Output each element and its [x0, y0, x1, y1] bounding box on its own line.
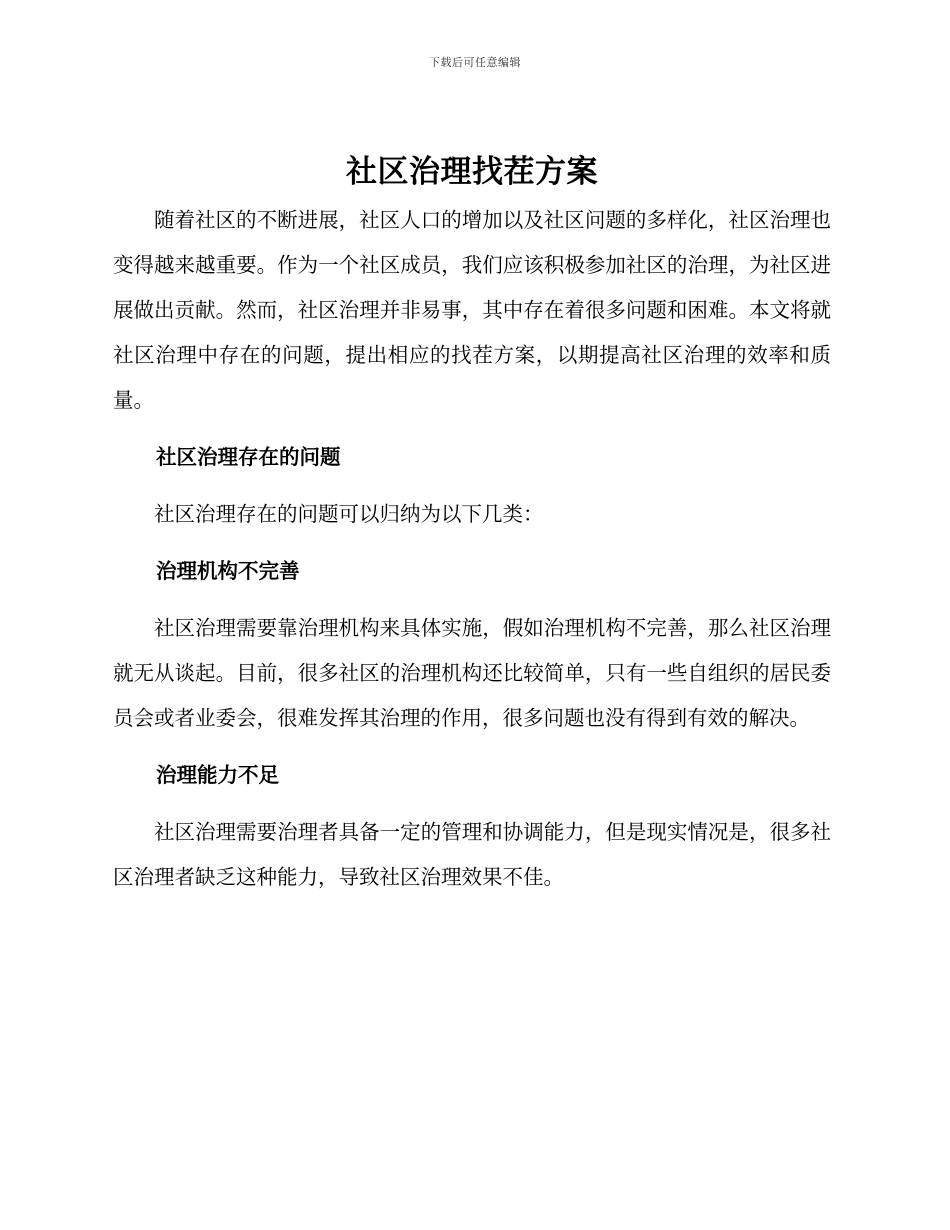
section-heading-institutions: 治理机构不完善 — [156, 559, 300, 583]
problems-summary-paragraph: 社区治理存在的问题可以归纳为以下几类： — [154, 502, 544, 526]
header-note: 下载后可任意编辑 — [429, 56, 521, 69]
document-title: 社区治理找茬方案 — [346, 154, 598, 190]
capacity-paragraph: 社区治理需要治理者具备一定的管理和协调能力，但是现实情况是，很多社区治理者缺乏这种能力，导致社区治理效果不佳。 — [113, 820, 831, 889]
section-heading-problems: 社区治理存在的问题 — [156, 445, 341, 469]
section-heading-capacity: 治理能力不足 — [156, 763, 279, 787]
document-body — [113, 148, 831, 900]
institutions-paragraph: 社区治理需要靠治理机构来具体实施，假如治理机构不完善，那么社区治理就无从谈起。目前，很多社区的治理机构还比较简单，只有一些自组织的居民委员会或者业委会，很难发挥其治理的作用，很多问题也没有得到有效的解决。 — [113, 616, 831, 730]
intro-paragraph: 随着社区的不断进展，社区人口的增加以及社区问题的多样化，社区治理也变得越来越重要。作为一个社区成员，我们应该积极参加社区的治理，为社区进展做出贡献。然而，社区治理并非易事，其中存在着很多问题和困难。本文将就社区治理中存在的问题，提出相应的找茬方案，以期提高社区治理的效率和质量。 — [113, 208, 831, 412]
